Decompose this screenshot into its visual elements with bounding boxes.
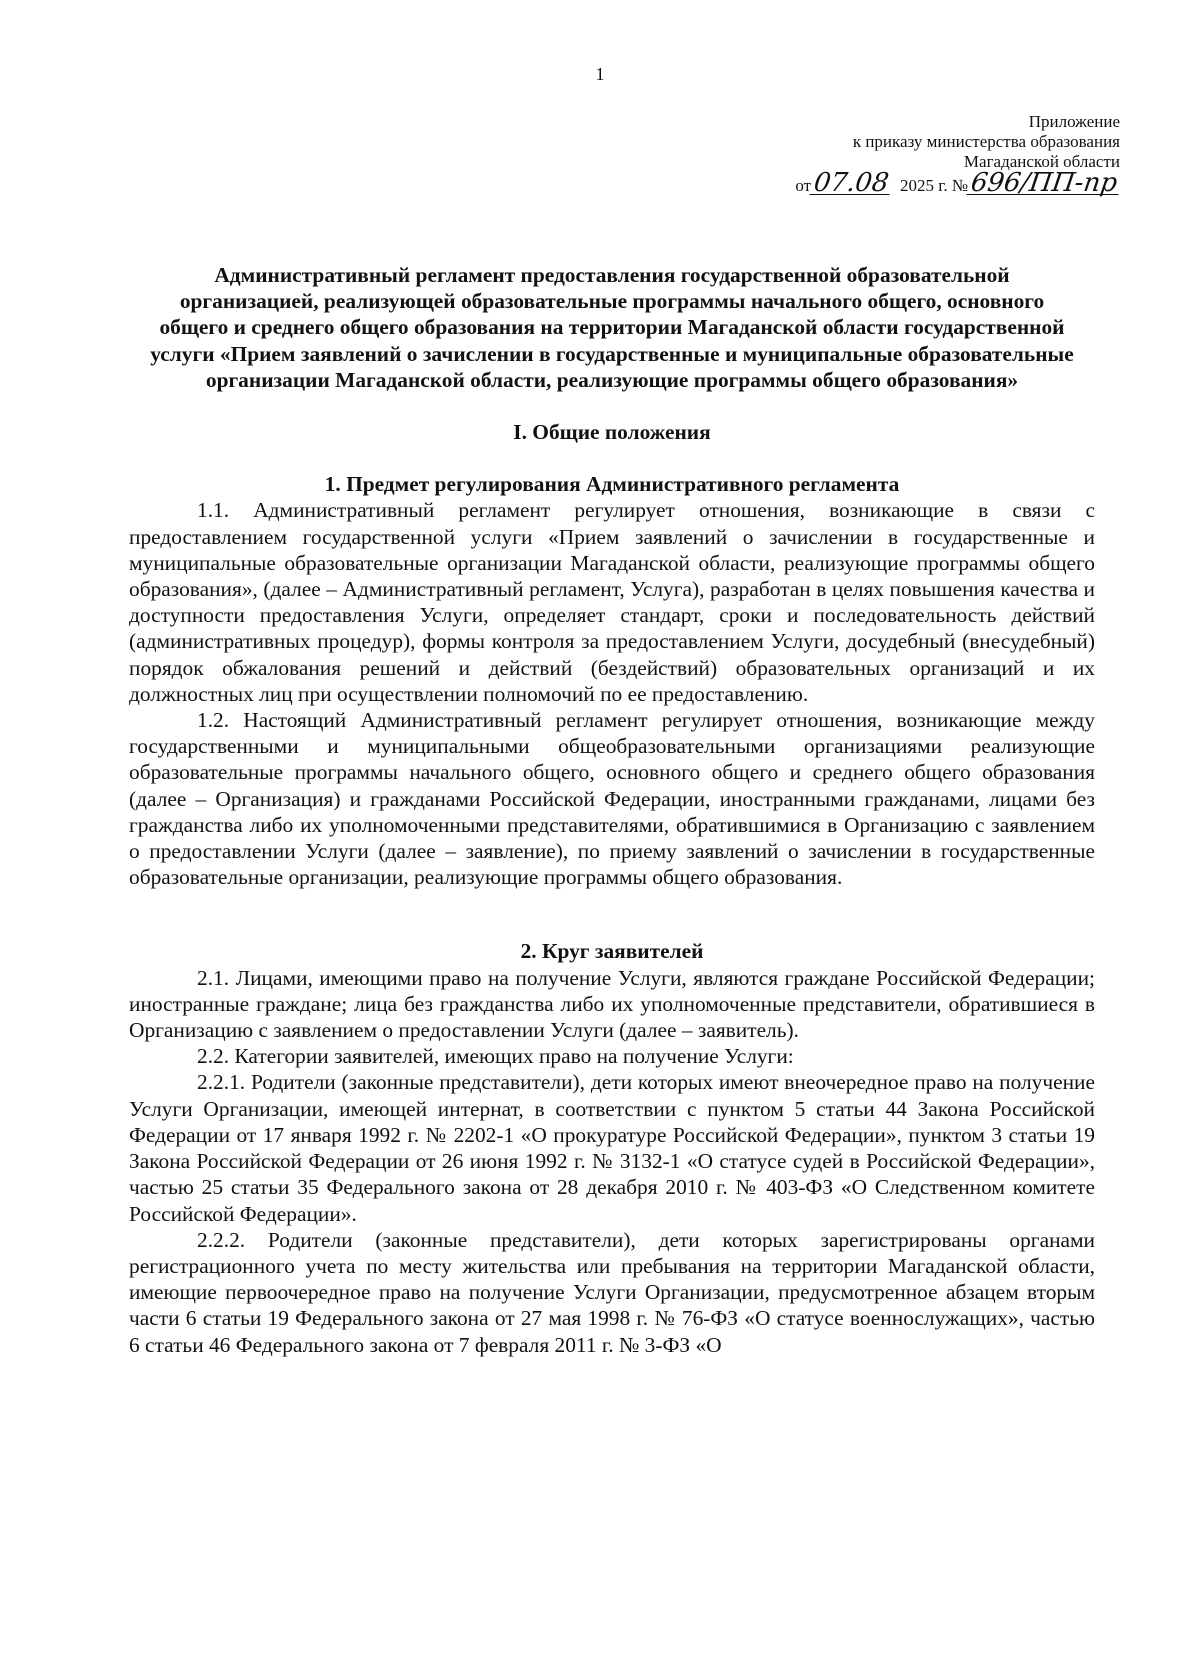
appendix-order-ref: к приказу министерства образования (852, 132, 1120, 151)
handwritten-order-number: 696/ПП-пр (966, 172, 1121, 195)
appendix-block (700, 112, 1120, 196)
appendix-year-label: 2025 г. № (900, 176, 969, 195)
appendix-date-number-line (700, 168, 1120, 198)
paragraph-1-1: 1.1. Административный регламент регулирует отношения, возникающие в связи с предоставлением государственной услуги «Прием заявлений о зачислении в государственные и муниципальные образовательные организации Магаданской области, реализующие программы общего образования», (далее – Административный регламент, Услуга), разработан в целях повышения качества и доступности предоставления Услуги, определяет стандарт, сроки и последовательность действий (административных процедур), формы контроля за предоставлением Услуги, досудебный (внесудебный) порядок обжалования решений и действий (бездействий) образовательных организаций и их должностных лиц при осуществлении полномочий по ее предоставлению. (129, 498, 1095, 706)
subsection-heading-subject: 1. Предмет регулирования Административного регламента (324, 472, 900, 497)
page-number: 1 (595, 64, 605, 84)
paragraph-2-2-1: 2.2.1. Родители (законные представители), дети которых имеют внеочередное право на получение Услуги Организации, имеющей интернат, в соответствии с пунктом 5 статьи 44 Закона Российской Федерации от 17 января 1992 г. № 2202-1 «О прокуратуре Российской Федерации», пунктом 3 статьи 19 Закона Российской Федерации от 26 июня 1992 г. № 3132-1 «О статусе судей в Российской Федерации», частью 25 статьи 35 Федерального закона от 28 декабря 2010 г. № 403-ФЗ «О Следственном комитете Российской Федерации». (129, 1070, 1095, 1226)
appendix-title: Приложение (1028, 112, 1120, 131)
subsection-heading-applicants: 2. Круг заявителей (520, 939, 704, 964)
handwritten-date: 07.08 (809, 172, 893, 195)
paragraph-1-2: 1.2. Настоящий Административный регламент регулирует отношения, возникающие между государственными и муниципальными общеобразовательными организациями реализующие образовательные программы начального общего, основного общего и среднего общего образования (далее – Организация) и гражданами Российской Федерации, иностранными гражданами, лицами без гражданства либо их уполномоченными представителями, обратившимися в Организацию с заявлением о предоставлении Услуги (далее – заявление), по приему заявлений о зачислении в государственные образовательные организации, реализующие программы общего образования. (129, 708, 1095, 890)
appendix-from-prefix: от (795, 176, 812, 195)
document-body (129, 262, 1095, 1358)
paragraph-2-2: 2.2. Категории заявителей, имеющих право на получение Услуги: (197, 1044, 794, 1069)
paragraph-2-2-2: 2.2.2. Родители (законные представители), дети которых зарегистрированы органами регистрационного учета по месту жительства или пребывания на территории Магаданской области, имеющие первоочередное право на получение Услуги Организации, предусмотренное абзацем вторым части 6 статьи 19 Федерального закона от 27 мая 1998 г. № 76-ФЗ «О статусе военнослужащих», частью 6 статьи 46 Федерального закона от 7 февраля 2011 г. № 3-ФЗ «О (129, 1227, 1095, 1357)
section-heading-general: I. Общие положения (513, 420, 711, 445)
paragraph-2-1: 2.1. Лицами, имеющими право на получение Услуги, являются граждане Российской Федерации; иностранные граждане; лица без гражданства либо их уполномоченные представители, обратившиеся в Организацию с заявлением о предоставлении Услуги (далее – заявитель). (129, 965, 1095, 1043)
appendix-region: Магаданской области (963, 152, 1120, 171)
document-title: Административный регламент предоставления государственной образовательной организацией, реализующей образовательные программы начального общего, основного общего и среднего общего образования на территории Магаданской области государственной услуги «Прием заявлений о зачислении в государственные и муниципальные образовательные организации Магаданской области, реализующие программы общего образования» (150, 263, 1074, 392)
